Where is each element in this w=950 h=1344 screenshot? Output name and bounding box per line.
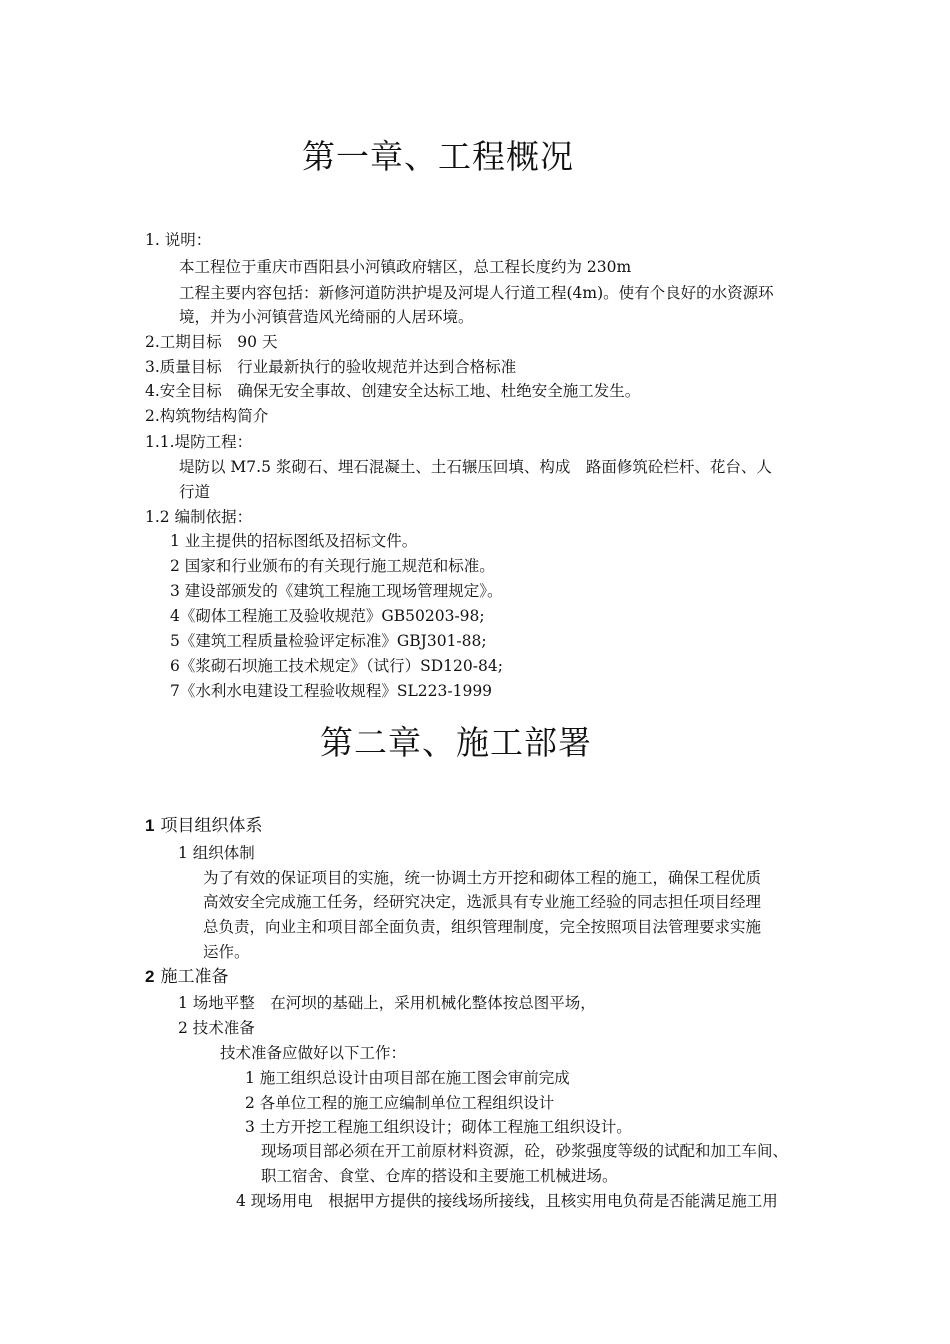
ch1-line-4: 境，并为小河镇营造风光绮丽的人居环境。 — [179, 308, 474, 326]
ch1-line-16: 4《砌体工程施工及验收规范》GB50203-98; — [170, 607, 485, 625]
ch2-line-13: 职工宿舍、食堂、仓库的搭设和主要施工机械进场。 — [261, 1167, 618, 1185]
ch2-line-12: 现场项目部必须在开工前原材料资源，砼，砂浆强度等级的试配和加工车间、 — [261, 1142, 789, 1160]
ch2-line-5: 运作。 — [203, 943, 250, 961]
ch1-line-2: 本工程位于重庆市酉阳县小河镇政府辖区，总工程长度约为 230m — [179, 258, 632, 276]
section-2-title: 施工准备 — [160, 967, 229, 987]
ch1-line-6: 3.质量目标 行业最新执行的验收规范并达到合格标准 — [145, 358, 517, 376]
ch2-line-2: 为了有效的保证项目的实施，统一协调土方开挖和砌体工程的施工，确保工程优质 — [203, 869, 762, 887]
section-1-heading — [145, 815, 262, 837]
ch1-line-3: 工程主要内容包括：新修河道防洪护堤及河堤人行道工程(4m)。使有个良好的水资源环 — [179, 284, 774, 302]
section-2-number: 2 — [145, 967, 155, 986]
section-1-title: 项目组织体系 — [160, 816, 263, 836]
ch1-line-12: 1.2 编制依据： — [145, 508, 253, 526]
ch1-line-10: 堤防以 M7.5 浆砌石、埋石混凝土、土石辗压回填、构成 路面修筑砼栏杆、花台、人 — [179, 458, 772, 476]
section-1-number: 1 — [145, 816, 155, 835]
ch1-line-14: 2 国家和行业颁布的有关现行施工规范和标准。 — [170, 557, 495, 575]
section-2-heading — [145, 966, 228, 988]
ch1-line-17: 5《建筑工程质量检验评定标准》GBJ301-88; — [170, 632, 487, 650]
ch2-line-11: 3 土方开挖工程施工组织设计；砌体工程施工组织设计。 — [245, 1118, 632, 1136]
ch1-line-9: 1.1.堤防工程： — [145, 433, 253, 451]
ch1-line-1: 1. 说明： — [145, 231, 212, 249]
ch2-line-1: 1 组织体制 — [178, 844, 255, 862]
ch1-line-5: 2.工期目标 90 天 — [145, 333, 278, 351]
ch2-line-8: 技术准备应做好以下工作： — [220, 1044, 407, 1062]
ch1-line-18: 6《浆砌石坝施工技术规定》（试行）SD120-84; — [170, 657, 503, 675]
ch1-line-19: 7《水利水电建设工程验收规程》SL223-1999 — [170, 682, 493, 700]
ch2-line-6: 1 场地平整 在河坝的基础上，采用机械化整体按总图平场， — [178, 994, 596, 1012]
ch1-line-13: 1 业主提供的招标图纸及招标文件。 — [170, 532, 418, 550]
ch2-line-3: 高效安全完成施工任务，经研究决定，选派具有专业施工经验的同志担任项目经理 — [203, 893, 762, 911]
ch1-line-8: 2.构筑物结构简介 — [145, 407, 269, 425]
chapter-1-title: 第一章、工程概况 — [302, 137, 574, 176]
ch2-line-9: 1 施工组织总设计由项目部在施工图会审前完成 — [245, 1069, 570, 1087]
ch2-line-4: 总负责，向业主和项目部全面负责，组织管理制度，完全按照项目法管理要求实施 — [203, 918, 762, 936]
ch1-line-15: 3 建设部颁发的《建筑工程施工现场管理规定》。 — [170, 582, 503, 600]
ch2-line-14: 4 现场用电 根据甲方提供的接线场所接线，且核实用电负荷是否能满足施工用 — [236, 1192, 778, 1210]
ch1-line-7: 4.安全目标 确保无安全事故、创建安全达标工地、杜绝安全施工发生。 — [145, 382, 641, 400]
ch1-line-11: 行道 — [179, 483, 211, 501]
chapter-2-title: 第二章、施工部署 — [320, 723, 592, 762]
ch2-line-10: 2 各单位工程的施工应编制单位工程组织设计 — [245, 1094, 555, 1112]
ch2-line-7: 2 技术准备 — [178, 1019, 255, 1037]
